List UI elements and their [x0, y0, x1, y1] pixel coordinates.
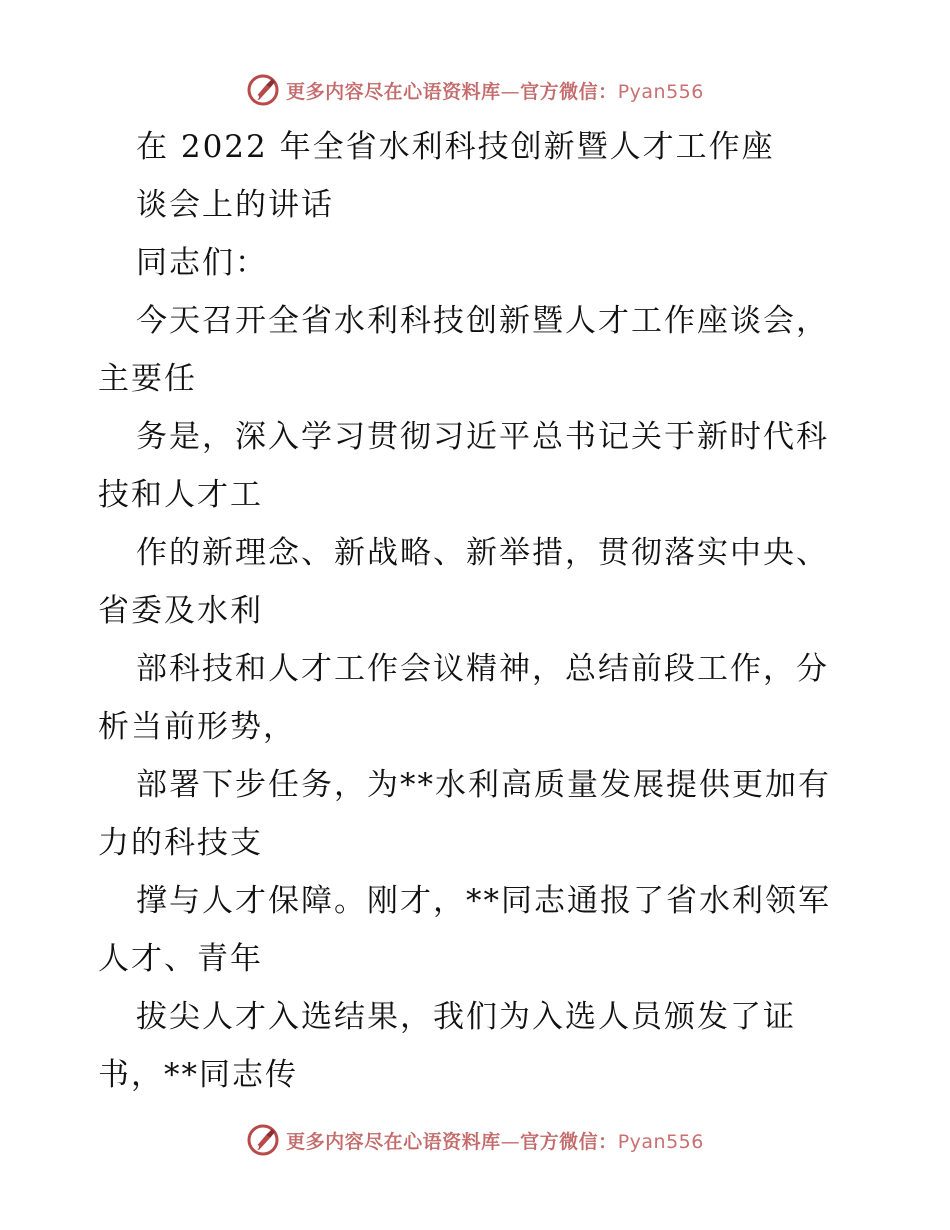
- body-text-line: 主要任: [98, 361, 197, 397]
- watermark-header: [0, 70, 950, 110]
- body-text-line: 部科技和人才工作会议精神，总结前段工作，分: [136, 651, 829, 687]
- body-text-line: 书，**同志传: [98, 1057, 298, 1093]
- body-text-line: 作的新理念、新战略、新举措，贯彻落实中央、: [136, 535, 829, 571]
- watermark-official: 官方微信：: [520, 1130, 618, 1153]
- watermark-brand: 更多内容尽在心语资料库: [286, 80, 501, 103]
- body-text-line: 省委及水利: [98, 593, 263, 629]
- body-text-line: 部署下步任务，为**水利高质量发展提供更加有: [136, 767, 831, 803]
- watermark-official: 官方微信：: [520, 80, 618, 103]
- watermark-footer: [0, 1120, 950, 1160]
- body-text-line: 同志们：: [136, 245, 268, 281]
- body-text-line: 技和人才工: [98, 477, 263, 513]
- watermark-account: Pyan556: [617, 80, 704, 103]
- document-title-line: 谈会上的讲话: [136, 187, 334, 223]
- document-title-line: 在 2022 年全省水利科技创新暨人才工作座: [136, 129, 775, 165]
- pen-logo-icon: [246, 1123, 280, 1157]
- body-text-line: 析当前形势，: [98, 709, 296, 745]
- watermark-text: [286, 77, 704, 104]
- watermark-dash: —: [500, 80, 521, 103]
- body-text-line: 撑与人才保障。刚才，**同志通报了省水利领军: [136, 883, 831, 919]
- watermark-account: Pyan556: [617, 1130, 704, 1153]
- document-body: [98, 118, 868, 1104]
- body-text-line: 今天召开全省水利科技创新暨人才工作座谈会，: [136, 303, 829, 339]
- watermark-dash: —: [500, 1130, 521, 1153]
- body-text-line: 拔尖人才入选结果，我们为入选人员颁发了证: [136, 999, 796, 1035]
- body-text-line: 务是，深入学习贯彻习近平总书记关于新时代科: [136, 419, 829, 455]
- body-text-line: 人才、青年: [98, 941, 263, 977]
- watermark-brand: 更多内容尽在心语资料库: [286, 1130, 501, 1153]
- pen-logo-icon: [246, 73, 280, 107]
- body-text-line: 力的科技支: [98, 825, 263, 861]
- watermark-text: [286, 1127, 704, 1154]
